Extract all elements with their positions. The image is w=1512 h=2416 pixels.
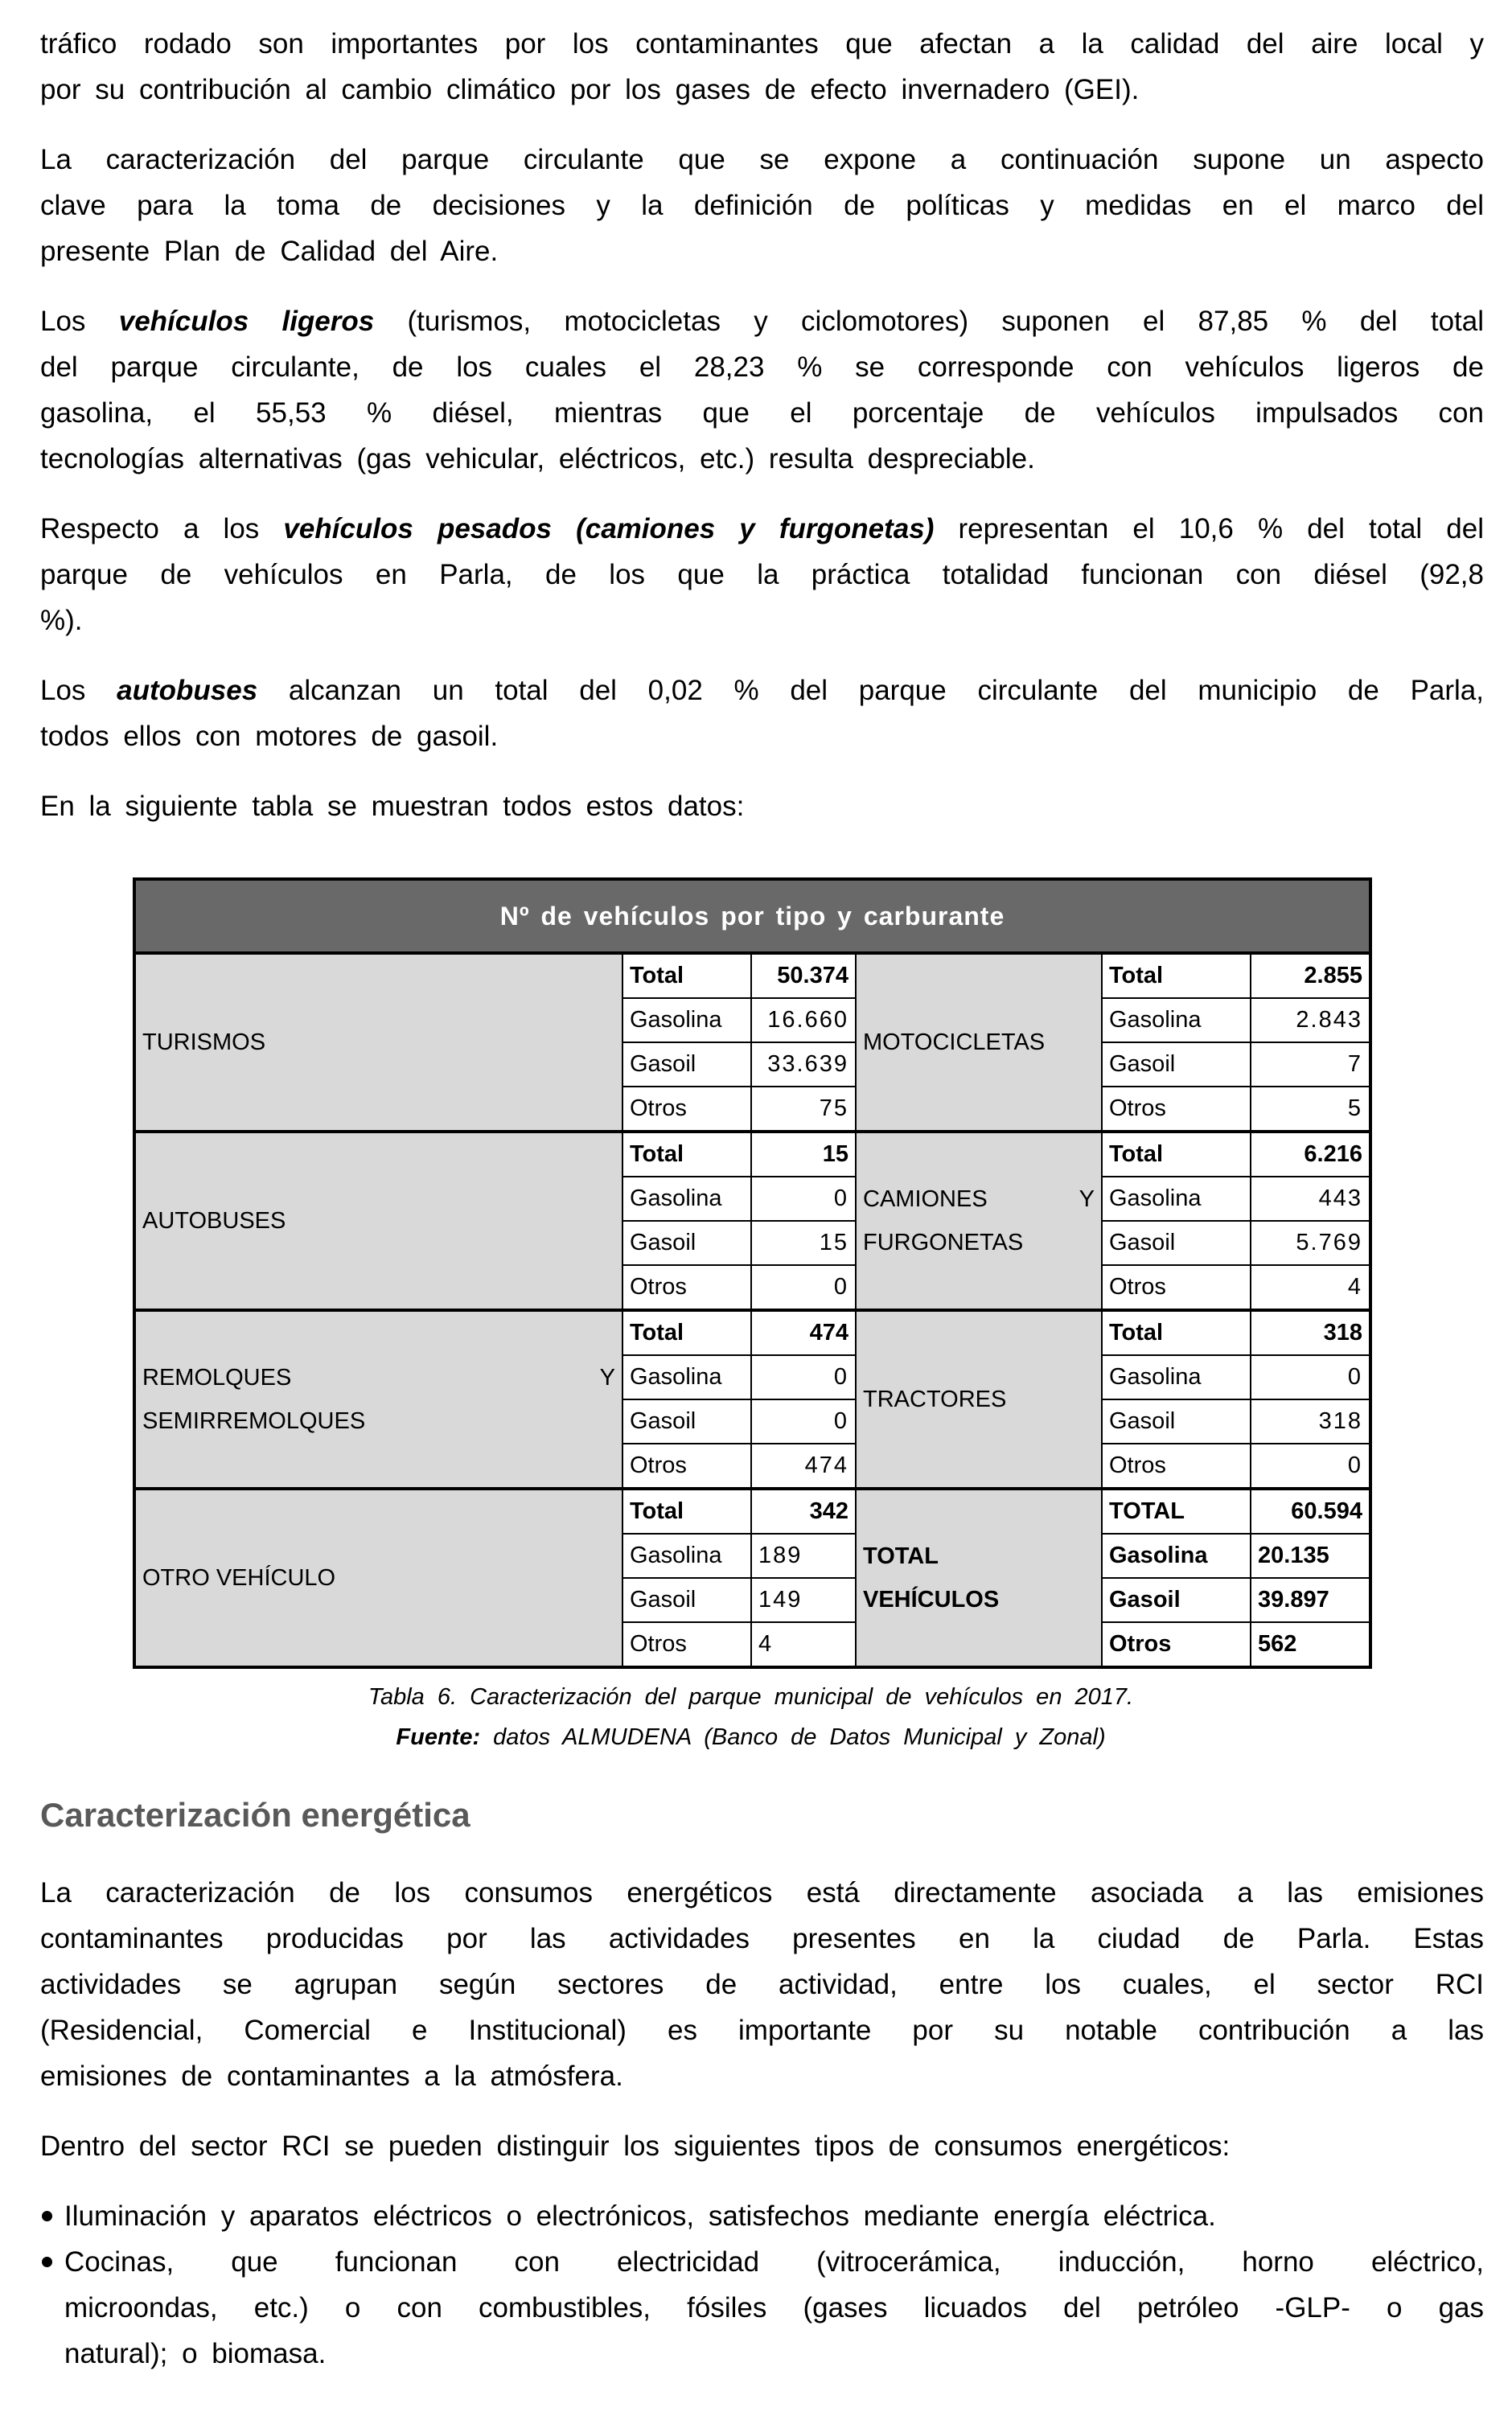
value-cell: 7	[1251, 1042, 1370, 1087]
value-cell: 562	[1251, 1622, 1370, 1667]
fuel-cell: Total	[622, 1310, 751, 1355]
table-row	[134, 953, 1370, 998]
paragraph	[40, 2123, 1484, 2169]
text-run: Los	[40, 675, 117, 706]
fuel-cell: Gasolina	[622, 1177, 751, 1221]
text-line	[64, 2193, 1484, 2239]
text-run: (turismos, motocicletas y ciclomotores) suponen el 87,85 % del total	[374, 306, 1484, 337]
text-run: parque de vehículos en Parla, de los que la práctica totalidad funcionan con diésel (92,8	[40, 559, 1484, 590]
text-run: Los	[40, 306, 119, 337]
fuel-cell: Gasoil	[1102, 1399, 1251, 1444]
value-cell: 0	[1251, 1444, 1370, 1489]
text-run: emisiones de contaminantes a la atmósfera.	[40, 2061, 623, 2092]
category-label: TURISMOS	[142, 1029, 266, 1055]
energy-paragraphs	[40, 1870, 1484, 2169]
category-label: REMOLQUES Y	[142, 1365, 615, 1391]
fuel-cell: Gasolina	[622, 1534, 751, 1578]
fuel-cell: Total	[622, 1132, 751, 1177]
fuel-cell: Total	[622, 953, 751, 998]
text-line	[40, 436, 1484, 482]
table-title: Nº de vehículos por tipo y carburante	[134, 879, 1370, 953]
text-line	[40, 1870, 1484, 1916]
paragraph	[40, 783, 1484, 829]
vehicle-table	[133, 877, 1372, 1669]
fuel-cell: Gasolina	[622, 1355, 751, 1399]
fuel-cell: Otros	[1102, 1444, 1251, 1489]
category-cell	[134, 1310, 622, 1489]
text-run: La caracterización del parque circulante que se expone a continuación supone un aspecto	[40, 144, 1484, 175]
value-cell: 474	[751, 1310, 856, 1355]
text-run: La caracterización de los consumos energéticos está directamente asociada a las emisiones	[40, 1877, 1484, 1909]
text-run: (Residencial, Comercial e Institucional) es importante por su notable contribución a las	[40, 2015, 1484, 2046]
value-cell: 5.769	[1251, 1221, 1370, 1265]
caption-source-label: Fuente:	[396, 1724, 481, 1750]
value-cell: 342	[751, 1489, 856, 1534]
category-label: FURGONETAS	[863, 1230, 1024, 1255]
category-cell	[856, 953, 1102, 1132]
value-cell: 16.660	[751, 998, 856, 1042]
text-run: clave para la toma de decisiones y la definición de políticas y medidas en el marco del	[40, 190, 1484, 221]
fuel-cell: Gasoil	[622, 1221, 751, 1265]
fuel-cell: Otros	[622, 1444, 751, 1489]
text-line	[40, 668, 1484, 713]
value-cell: 0	[751, 1177, 856, 1221]
value-cell: 33.639	[751, 1042, 856, 1087]
fuel-cell: Gasoil	[622, 1399, 751, 1444]
text-run: microondas, etc.) o con combustibles, fósiles (gases licuados del petróleo -GLP- o gas	[64, 2292, 1484, 2324]
value-cell: 2.843	[1251, 998, 1370, 1042]
fuel-cell: TOTAL	[1102, 1489, 1251, 1534]
text-run: tecnologías alternativas (gas vehicular, eléctricos, etc.) resulta despreciable.	[40, 443, 1035, 475]
value-cell: 39.897	[1251, 1578, 1370, 1622]
fuel-cell: Otros	[1102, 1265, 1251, 1310]
value-cell: 2.855	[1251, 953, 1370, 998]
fuel-cell: Gasoil	[1102, 1221, 1251, 1265]
caption-line-1: Tabla 6. Caracterización del parque municipal de vehículos en 2017.	[368, 1684, 1134, 1710]
fuel-cell: Gasoil	[622, 1578, 751, 1622]
text-run: Respecto a los	[40, 513, 284, 544]
text-run: del parque circulante, de los cuales el 28,23 % se corresponde con vehículos ligeros de	[40, 351, 1484, 383]
text-line	[40, 2123, 1484, 2169]
value-cell: 318	[1251, 1310, 1370, 1355]
text-run: tráfico rodado son importantes por los contaminantes que afectan a la calidad del aire local y	[40, 28, 1484, 60]
paragraph	[40, 298, 1484, 482]
value-cell: 0	[751, 1399, 856, 1444]
value-cell: 443	[1251, 1177, 1370, 1221]
text-line	[40, 298, 1484, 344]
paragraph	[40, 21, 1484, 113]
text-line	[40, 228, 1484, 274]
text-line	[40, 598, 1484, 643]
text-run: %).	[40, 605, 83, 636]
fuel-cell: Otros	[622, 1087, 751, 1132]
section-heading: Caracterización energética	[40, 1796, 470, 1834]
category-cell	[856, 1132, 1102, 1310]
text-run: alcanzan un total del 0,02 % del parque circulante del municipio de Parla,	[257, 675, 1484, 706]
text-line	[40, 1962, 1484, 2007]
paragraph	[40, 137, 1484, 274]
table-title-row	[134, 879, 1370, 953]
text-line	[40, 783, 1484, 829]
text-line	[40, 344, 1484, 390]
text-line	[40, 137, 1484, 183]
table-row	[134, 1489, 1370, 1534]
text-line	[64, 2285, 1484, 2331]
emphasized-text: vehículos pesados (camiones y furgonetas)	[283, 513, 935, 544]
category-cell	[134, 1132, 622, 1310]
value-cell: 75	[751, 1087, 856, 1132]
paragraph	[40, 668, 1484, 759]
caption-line-2	[133, 1717, 1369, 1757]
text-run: En la siguiente tabla se muestran todos estos datos:	[40, 791, 745, 822]
fuel-cell: Gasolina	[1102, 1355, 1251, 1399]
text-line	[40, 1916, 1484, 1962]
text-run: actividades se agrupan según sectores de actividad, entre los cuales, el sector RCI	[40, 1969, 1484, 2000]
text-run: todos ellos con motores de gasoil.	[40, 721, 499, 752]
text-line	[40, 2007, 1484, 2053]
value-cell: 318	[1251, 1399, 1370, 1444]
text-run: presente Plan de Calidad del Aire.	[40, 236, 499, 267]
text-run: contaminantes producidas por las actividades presentes en la ciudad de Parla. Estas	[40, 1923, 1484, 1954]
text-run: representan el 10,6 % del total del	[934, 513, 1484, 544]
bullet-list	[40, 2193, 1484, 2377]
text-line	[40, 67, 1484, 113]
text-line	[40, 2053, 1484, 2099]
text-run: gasolina, el 55,53 % diésel, mientras que el porcentaje de vehículos impulsados con	[40, 397, 1484, 429]
emphasized-text: vehículos ligeros	[118, 306, 375, 337]
list-item	[40, 2239, 1484, 2377]
value-cell: 4	[751, 1622, 856, 1667]
category-label: CAMIONES Y	[863, 1186, 1095, 1212]
fuel-cell: Total	[622, 1489, 751, 1534]
fuel-cell: Total	[1102, 953, 1251, 998]
paragraph	[40, 1870, 1484, 2099]
value-cell: 149	[751, 1578, 856, 1622]
category-label: SEMIRREMOLQUES	[142, 1408, 366, 1434]
category-cell	[134, 1489, 622, 1667]
category-cell	[134, 953, 622, 1132]
value-cell: 60.594	[1251, 1489, 1370, 1534]
table-caption	[133, 1677, 1369, 1757]
text-line	[40, 21, 1484, 67]
fuel-cell: Gasolina	[622, 998, 751, 1042]
fuel-cell: Otros	[622, 1265, 751, 1310]
value-cell: 0	[751, 1265, 856, 1310]
value-cell: 15	[751, 1221, 856, 1265]
fuel-cell: Gasolina	[1102, 1177, 1251, 1221]
list-item	[40, 2193, 1484, 2239]
text-run: por su contribución al cambio climático por los gases de efecto invernadero (GEI).	[40, 74, 1140, 105]
text-run: Dentro del sector RCI se pueden distinguir los siguientes tipos de consumos energéticos:	[40, 2130, 1231, 2162]
text-run: Iluminación y aparatos eléctricos o electrónicos, satisfechos mediante energía eléctrica.	[64, 2200, 1216, 2232]
category-label: MOTOCICLETAS	[863, 1029, 1046, 1055]
fuel-cell: Total	[1102, 1132, 1251, 1177]
category-label: TRACTORES	[863, 1387, 1007, 1412]
table-row	[134, 1310, 1370, 1355]
table-row	[134, 1132, 1370, 1177]
fuel-cell: Otros	[1102, 1622, 1251, 1667]
fuel-cell: Gasoil	[1102, 1578, 1251, 1622]
text-line	[40, 506, 1484, 552]
caption-source-text: datos ALMUDENA (Banco de Datos Municipal y Zonal)	[480, 1724, 1106, 1750]
fuel-cell: Gasoil	[1102, 1042, 1251, 1087]
value-cell: 5	[1251, 1087, 1370, 1132]
category-cell	[856, 1489, 1102, 1667]
value-cell: 15	[751, 1132, 856, 1177]
text-line	[64, 2331, 1484, 2377]
fuel-cell: Gasolina	[1102, 1534, 1251, 1578]
fuel-cell: Otros	[622, 1622, 751, 1667]
paragraph	[40, 506, 1484, 643]
value-cell: 0	[1251, 1355, 1370, 1399]
value-cell: 50.374	[751, 953, 856, 998]
value-cell: 474	[751, 1444, 856, 1489]
intro-paragraphs	[40, 21, 1484, 829]
text-run: Cocinas, que funcionan con electricidad (vitrocerámica, inducción, horno eléctrico,	[64, 2246, 1484, 2278]
category-label: TOTAL	[863, 1543, 939, 1569]
fuel-cell: Otros	[1102, 1087, 1251, 1132]
category-label: VEHÍCULOS	[863, 1587, 1000, 1613]
fuel-cell: Total	[1102, 1310, 1251, 1355]
text-line	[40, 713, 1484, 759]
text-line	[40, 183, 1484, 228]
fuel-cell: Gasolina	[1102, 998, 1251, 1042]
category-cell	[856, 1310, 1102, 1489]
text-line	[64, 2239, 1484, 2285]
text-line	[40, 390, 1484, 436]
category-label: OTRO VEHÍCULO	[142, 1565, 336, 1591]
fuel-cell: Gasoil	[622, 1042, 751, 1087]
emphasized-text: autobuses	[117, 675, 258, 706]
value-cell: 4	[1251, 1265, 1370, 1310]
value-cell: 20.135	[1251, 1534, 1370, 1578]
value-cell: 189	[751, 1534, 856, 1578]
value-cell: 0	[751, 1355, 856, 1399]
category-label: AUTOBUSES	[142, 1208, 286, 1234]
value-cell: 6.216	[1251, 1132, 1370, 1177]
text-run: natural); o biomasa.	[64, 2338, 327, 2369]
text-line	[40, 552, 1484, 598]
